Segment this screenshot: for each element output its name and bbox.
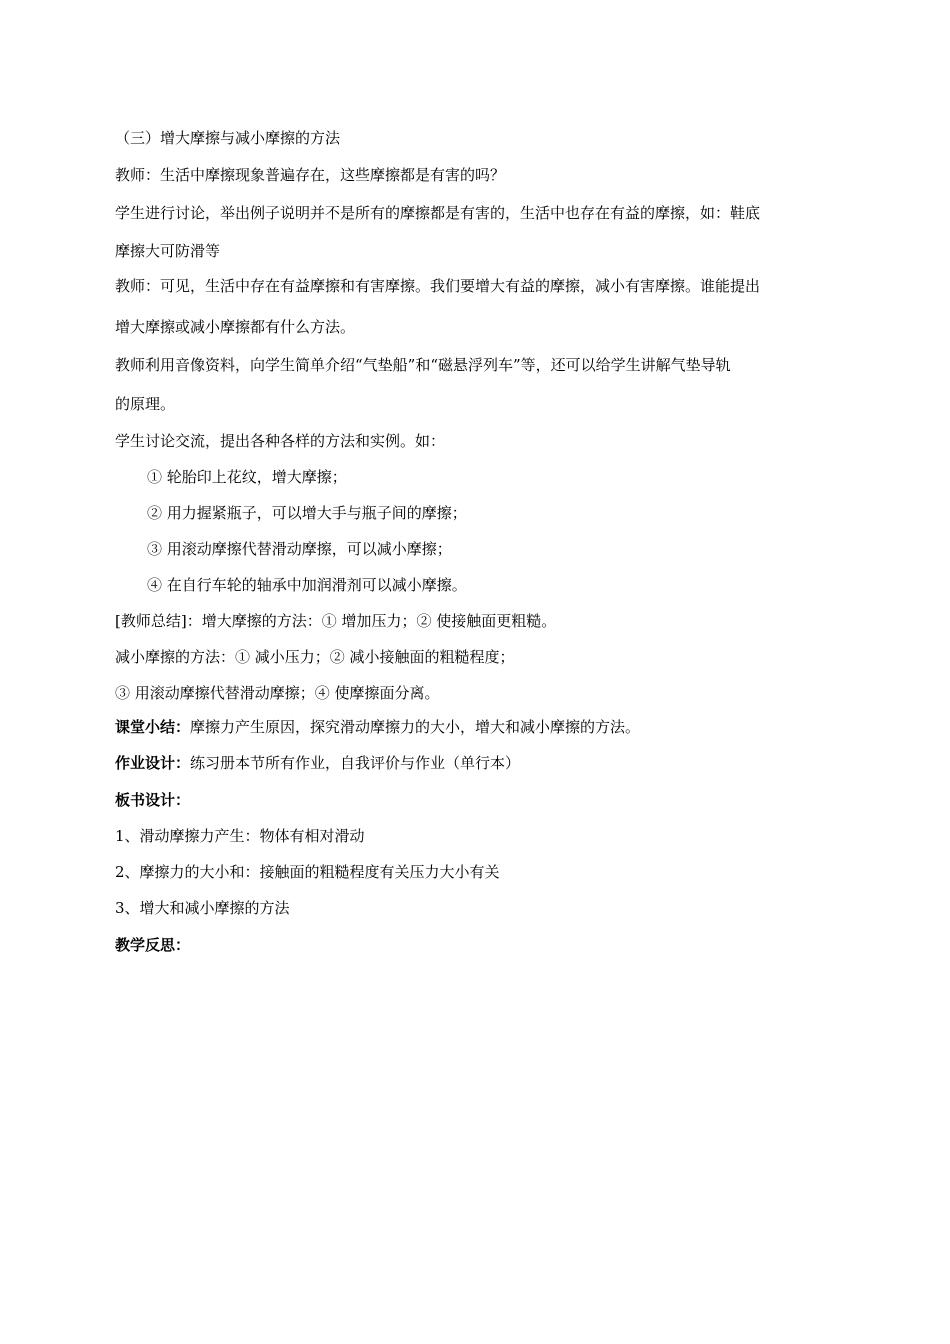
paragraph-teacher-methods-line1: 教师：可见，生活中存在有益摩擦和有害摩擦。我们要增大有益的摩擦，减小有害摩擦。谁能提出 [115, 277, 761, 295]
paragraph-teacher-methods-line2: 增大摩擦或减小摩擦都有什么方法。 [115, 318, 356, 336]
board-design-item: 2、摩擦力的大小和：接触面的粗糙程度有关压力大小有关 [115, 863, 500, 881]
section-heading: （三）增大摩擦与减小摩擦的方法 [115, 129, 341, 147]
teacher-summary-line1: [教师总结]：增大摩擦的方法：① 增加压力；② 使接触面更粗糙。 [115, 612, 557, 630]
paragraph-teacher-question: 教师：生活中摩擦现象普遍存在，这些摩擦都是有害的吗？ [115, 166, 506, 184]
homework-label: 作业设计： [115, 754, 191, 772]
class-summary-label: 课堂小结： [115, 718, 191, 736]
paragraph-student-examples-intro: 学生讨论交流，提出各种各样的方法和实例。如： [115, 432, 446, 450]
board-design-item: 3、增大和减小摩擦的方法 [115, 899, 290, 917]
paragraph-student-discussion-line2: 摩擦大可防滑等 [115, 242, 221, 260]
homework-text: 练习册本节所有作业，自我评价与作业（单行本） [190, 754, 521, 772]
class-summary-text: 摩擦力产生原因，探究滑动摩擦力的大小，增大和减小摩擦的方法。 [190, 718, 641, 736]
class-summary [115, 717, 845, 737]
board-design-item: 1、滑动摩擦力产生：物体有相对滑动 [115, 827, 365, 845]
teacher-summary-line2: 减小摩擦的方法：① 减小压力；② 减小接触面的粗糙程度； [115, 648, 515, 666]
paragraph-student-discussion-line1: 学生进行讨论，举出例子说明并不是所有的摩擦都是有害的，生活中也存在有益的摩擦，如：鞋底 [115, 204, 761, 222]
example-item: ② 用力握紧瓶子，可以增大手与瓶子间的摩擦； [147, 504, 467, 522]
example-item: ③ 用滚动摩擦代替滑动摩擦，可以减小摩擦； [147, 540, 452, 558]
example-item: ④ 在自行车轮的轴承中加润滑剂可以减小摩擦。 [147, 576, 467, 594]
example-item: ① 轮胎印上花纹，增大摩擦； [147, 468, 347, 486]
teacher-summary-line3: ③ 用滚动摩擦代替滑动摩擦；④ 使摩擦面分离。 [115, 684, 440, 702]
homework [115, 753, 845, 773]
paragraph-media-line2: 的原理。 [115, 395, 176, 413]
board-design-label: 板书设计： [115, 791, 191, 809]
reflection-label: 教学反思： [115, 936, 191, 954]
paragraph-media-line1: 教师利用音像资料，向学生简单介绍“气垫船”和“磁悬浮列车”等，还可以给学生讲解气垫导轨 [115, 356, 731, 374]
